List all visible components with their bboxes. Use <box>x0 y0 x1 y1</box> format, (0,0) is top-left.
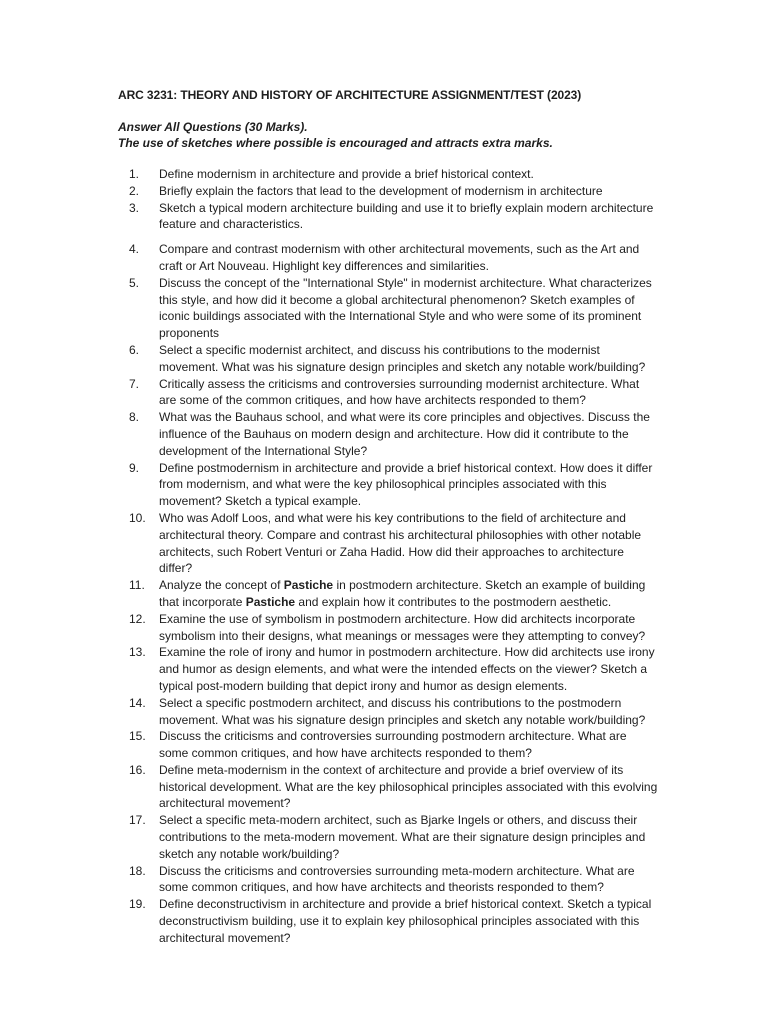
question-text: Discuss the concept of the "International Style" in modernist architecture. What characterizes this style, and how did it become a global architectural phenomenon? Sketch examples of iconic buildings associated with the International Style and who were some of its prominent proponents <box>159 275 652 341</box>
question-text: Analyze the concept of Pastiche in postmodern architecture. Sketch an example of building that incorporate Pastiche and explain how it contributes to the postmodern aesthetic. <box>159 578 646 609</box>
question-item <box>118 275 658 342</box>
question-text: Define meta-modernism in the context of architecture and provide a brief overview of its historical development. What are the key philosophical principles associated with this evolving architectural movement? <box>159 762 658 811</box>
question-item <box>118 728 658 762</box>
pastiche-term: Pastiche <box>245 594 296 609</box>
question-text: Who was Adolf Loos, and what were his key contributions to the field of architecture and architectural theory. Compare and contrast his architectural philosophies with other notable architects, such Robert Venturi or Zaha Hadid. How did their approaches to architecture differ? <box>159 510 642 576</box>
question-number: 13. <box>129 645 146 660</box>
question-item <box>118 183 658 200</box>
question-number: 14. <box>129 695 146 710</box>
question-item <box>118 695 658 729</box>
question-number: 15. <box>129 729 146 744</box>
question-item <box>118 342 658 376</box>
spacer <box>118 233 658 241</box>
question-text: Define deconstructivism in architecture and provide a brief historical context. Sketch a typical deconstructivism building, use it to explain key philosophical principles associated with this architectural movement? <box>159 897 652 945</box>
question-text: Define postmodernism in architecture and provide a brief historical context. How does it differ from modernism, and what were the key philosophical principles associated with this movement? Sketch a typical example. <box>159 460 653 509</box>
question-text: Select a specific modernist architect, and discuss his contributions to the modernist movement. What was his signature design principles and sketch any notable work/building? <box>159 342 646 374</box>
question-number: 4. <box>129 242 140 257</box>
question-text: Define modernism in architecture and provide a brief historical context. <box>159 167 534 181</box>
question-text: Sketch a typical modern architecture building and use it to briefly explain modern architecture feature and characteristics. <box>159 200 654 232</box>
question-text: Select a specific meta-modern architect, such as Bjarke Ingels or others, and discuss their contributions to the meta-modern movement. What are their signature design principles and sketch any notable work/building? <box>159 813 646 861</box>
question-item <box>118 577 658 611</box>
question-item <box>118 762 658 812</box>
question-text: Discuss the criticisms and controversies surrounding meta-modern architecture. What are some common critiques, and how have architects and theorists responded to them? <box>159 863 635 895</box>
question-number: 5. <box>129 275 140 290</box>
question-text: Critically assess the criticisms and controversies surrounding modernist architecture. What are some of the common critiques, and how have architects responded to them? <box>159 376 640 408</box>
question-number: 7. <box>129 376 140 391</box>
question-number: 12. <box>129 611 146 626</box>
question-text: Briefly explain the factors that lead to the development of modernism in architecture <box>159 183 603 198</box>
question-text: Select a specific postmodern architect, and discuss his contributions to the postmodern movement. What was his signature design principles and sketch any notable work/building? <box>159 695 646 727</box>
question-text: Discuss the criticisms and controversies surrounding postmodern architecture. What are some common critiques, and how have architects responded to them? <box>159 729 627 761</box>
question-list <box>118 166 658 947</box>
question-item <box>118 460 658 510</box>
question-number: 18. <box>129 863 146 878</box>
question-number: 8. <box>129 410 140 425</box>
question-text: Examine the use of symbolism in postmodern architecture. How did architects incorporate symbolism into their designs, what meanings or messages were they attempting to convey? <box>159 611 646 643</box>
pastiche-term: Pastiche <box>283 578 334 593</box>
question-item <box>118 863 658 897</box>
instruction-sketches: The use of sketches where possible is encouraged and attracts extra marks. <box>118 136 553 150</box>
question-item <box>118 812 658 862</box>
question-number: 17. <box>129 813 146 828</box>
question-number: 11. <box>129 578 145 593</box>
question-item <box>118 166 658 183</box>
question-number: 3. <box>129 200 140 215</box>
instruction-answer-all: Answer All Questions (30 Marks). <box>118 120 308 134</box>
question-number: 16. <box>129 762 146 777</box>
question-item <box>118 510 658 577</box>
question-number: 10. <box>129 510 146 525</box>
question-item <box>118 376 658 410</box>
question-number: 1. <box>129 167 140 181</box>
question-item <box>118 409 658 459</box>
document-title: ARC 3231: THEORY AND HISTORY OF ARCHITECTURE ASSIGNMENT/TEST (2023) <box>118 88 582 102</box>
question-item <box>118 644 658 694</box>
question-text: Compare and contrast modernism with other architectural movements, such as the Art and craft or Art Nouveau. Highlight key differences and similarities. <box>159 242 640 273</box>
question-number: 9. <box>129 460 140 475</box>
question-item <box>118 896 658 946</box>
question-text: What was the Bauhaus school, and what were its core principles and objectives. Discuss the influence of the Bauhaus on modern design and architecture. How did it contribute to the development of the International Style? <box>159 410 650 458</box>
question-number: 19. <box>129 897 146 912</box>
question-number: 6. <box>129 342 140 357</box>
question-item <box>118 200 658 234</box>
question-text: Examine the role of irony and humor in postmodern architecture. How did architects use irony and humor as design elements, and what were the intended effects on the viewer? Sketch a typical post-modern building that depict irony and humor as design elements. <box>159 645 655 693</box>
question-item <box>118 611 658 645</box>
question-number: 2. <box>129 183 140 198</box>
question-item <box>118 241 658 275</box>
